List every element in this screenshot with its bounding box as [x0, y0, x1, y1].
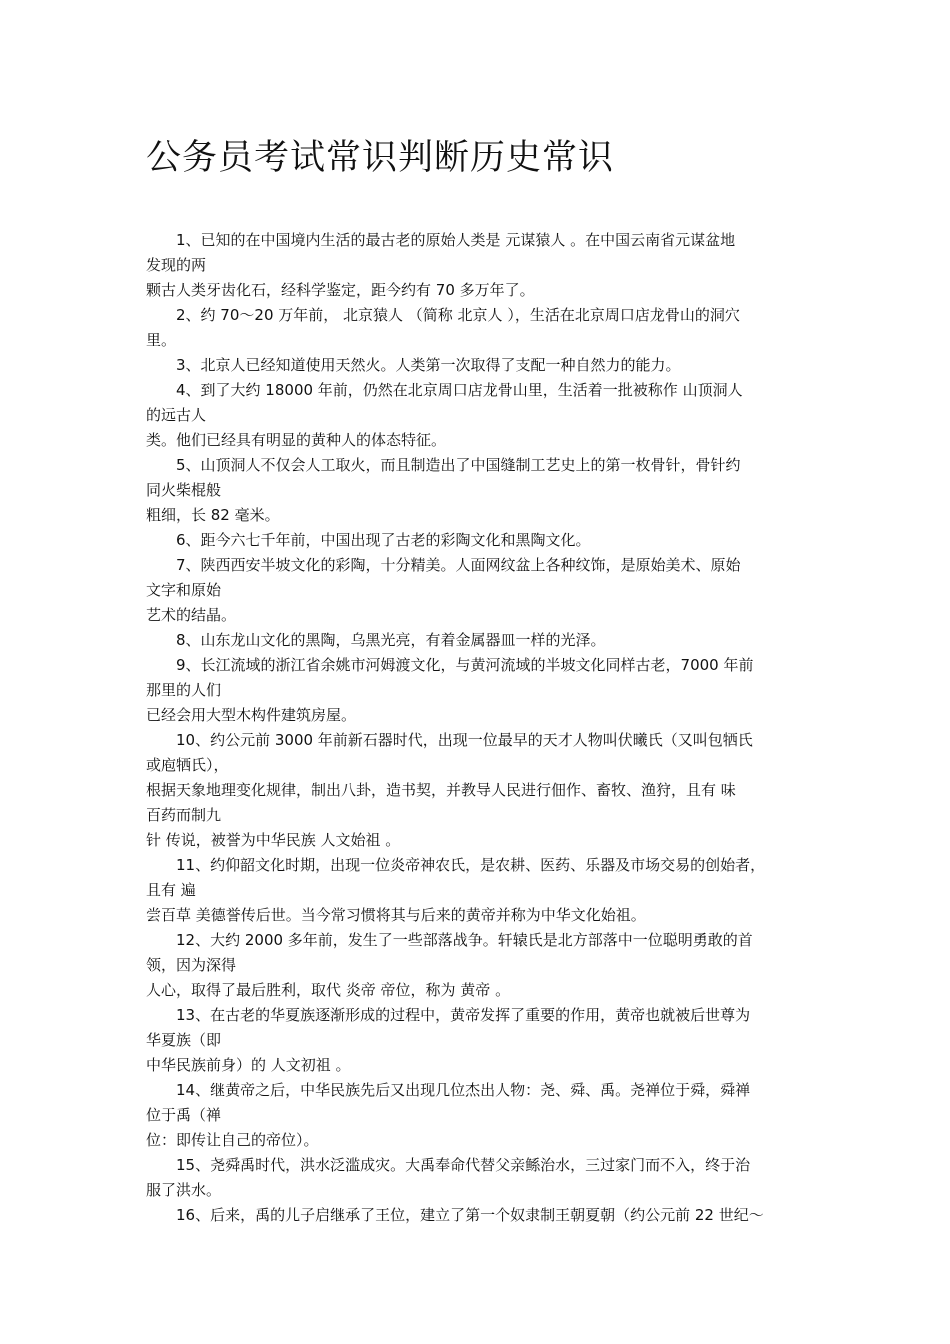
text-line: 且有 遍	[146, 881, 196, 899]
text-line: 12、大约 2000 多年前，发生了一些部落战争。轩辕氏是北方部落中一位聪明勇敢的首	[176, 931, 753, 949]
text-line: 7、陕西西安半坡文化的彩陶，十分精美。人面网纹盆上各种纹饰，是原始美术、原始	[176, 556, 741, 574]
text-line: 已经会用大型木构件建筑房屋。	[146, 706, 357, 724]
text-line: 的远古人	[146, 406, 207, 424]
text-line: 尝百草 美德誉传后世。当今常习惯将其与后来的黄帝并称为中华文化始祖。	[146, 906, 646, 924]
paragraph	[146, 853, 814, 928]
text-line: 百药而制九	[146, 806, 222, 824]
text-line: 6、距今六七千年前，中国出现了古老的彩陶文化和黑陶文化。	[176, 531, 591, 549]
text-line: 10、约公元前 3000 年前新石器时代，出现一位最早的天才人物叫伏曦氏（又叫包牺氏	[176, 731, 753, 749]
text-line: 13、在古老的华夏族逐渐形成的过程中，黄帝发挥了重要的作用，黄帝也就被后世尊为	[176, 1006, 751, 1024]
paragraph	[146, 653, 814, 728]
text-line: 位于禹（禅	[146, 1106, 222, 1124]
text-line: 发现的两	[146, 256, 207, 274]
paragraph	[146, 1078, 814, 1153]
text-line: 里。	[146, 331, 177, 349]
text-line: 颗古人类牙齿化石，经科学鉴定，距今约有 70 多万年了。	[146, 281, 535, 299]
text-line: 华夏族（即	[146, 1031, 222, 1049]
text-line: 2、约 70～20 万年前， 北京猿人 （简称 北京人 ），生活在北京周口店龙骨山的洞穴	[176, 306, 740, 324]
text-line: 服了洪水。	[146, 1181, 222, 1199]
text-line: 艺术的结晶。	[146, 606, 237, 624]
paragraph	[146, 453, 814, 528]
paragraph	[146, 1203, 814, 1228]
text-line: 人心，取得了最后胜利，取代 炎帝 帝位，称为 黄帝 。	[146, 981, 511, 999]
text-line: 5、山顶洞人不仅会人工取火，而且制造出了中国缝制工艺史上的第一枚骨针，骨针约	[176, 456, 741, 474]
text-line: 11、约仰韶文化时期，出现一位炎帝神农氏，是农耕、医药、乐器及市场交易的创始者，	[176, 856, 766, 874]
text-line: 9、长江流域的浙江省余姚市河姆渡文化，与黄河流域的半坡文化同样古老，7000 年前	[176, 656, 754, 674]
text-line: 同火柴棍般	[146, 481, 222, 499]
paragraph	[146, 1153, 814, 1203]
text-line: 3、北京人已经知道使用天然火。人类第一次取得了支配一种自然力的能力。	[176, 356, 681, 374]
paragraph	[146, 528, 814, 553]
paragraph	[146, 303, 814, 353]
text-line: 粗细，长 82 毫米。	[146, 506, 280, 524]
text-line: 位：即传让自己的帝位）。	[146, 1131, 319, 1149]
text-line: 根据天象地理变化规律，制出八卦，造书契，并教导人民进行佃作、畜牧、渔狩，且有 味	[146, 781, 736, 799]
text-line: 或庖牺氏），	[146, 756, 229, 774]
text-line: 类。他们已经具有明显的黄种人的体态特征。	[146, 431, 447, 449]
paragraph	[146, 228, 814, 303]
text-line: 8、山东龙山文化的黑陶，乌黑光亮，有着金属器皿一样的光泽。	[176, 631, 606, 649]
paragraph	[146, 553, 814, 628]
text-line: 16、后来，禹的儿子启继承了王位，建立了第一个奴隶制王朝夏朝（约公元前 22 世纪～	[176, 1206, 764, 1224]
text-line: 文字和原始	[146, 581, 222, 599]
paragraph	[146, 378, 814, 453]
text-line: 15、尧舜禹时代，洪水泛滥成灾。大禹奉命代替父亲鲧治水，三过家门而不入，终于治	[176, 1156, 751, 1174]
paragraph	[146, 353, 814, 378]
text-line: 1、已知的在中国境内生活的最古老的原始人类是 元谋猿人 。在中国云南省元谋盆地	[176, 231, 736, 249]
text-line: 那里的人们	[146, 681, 222, 699]
text-line: 领，因为深得	[146, 956, 237, 974]
paragraph	[146, 928, 814, 1003]
text-line: 中华民族前身）的 人文初祖 。	[146, 1056, 351, 1074]
text-line: 针 传说，被誉为中华民族 人文始祖 。	[146, 831, 401, 849]
text-line: 14、继黄帝之后，中华民族先后又出现几位杰出人物：尧、舜、禹。尧禅位于舜，舜禅	[176, 1081, 751, 1099]
document-title: 公务员考试常识判断历史常识	[146, 138, 615, 178]
document-body	[146, 228, 814, 1228]
paragraph	[146, 1003, 814, 1078]
text-line: 4、到了大约 18000 年前，仍然在北京周口店龙骨山里，生活着一批被称作 山顶洞人	[176, 381, 743, 399]
paragraph	[146, 728, 814, 853]
paragraph	[146, 628, 814, 653]
